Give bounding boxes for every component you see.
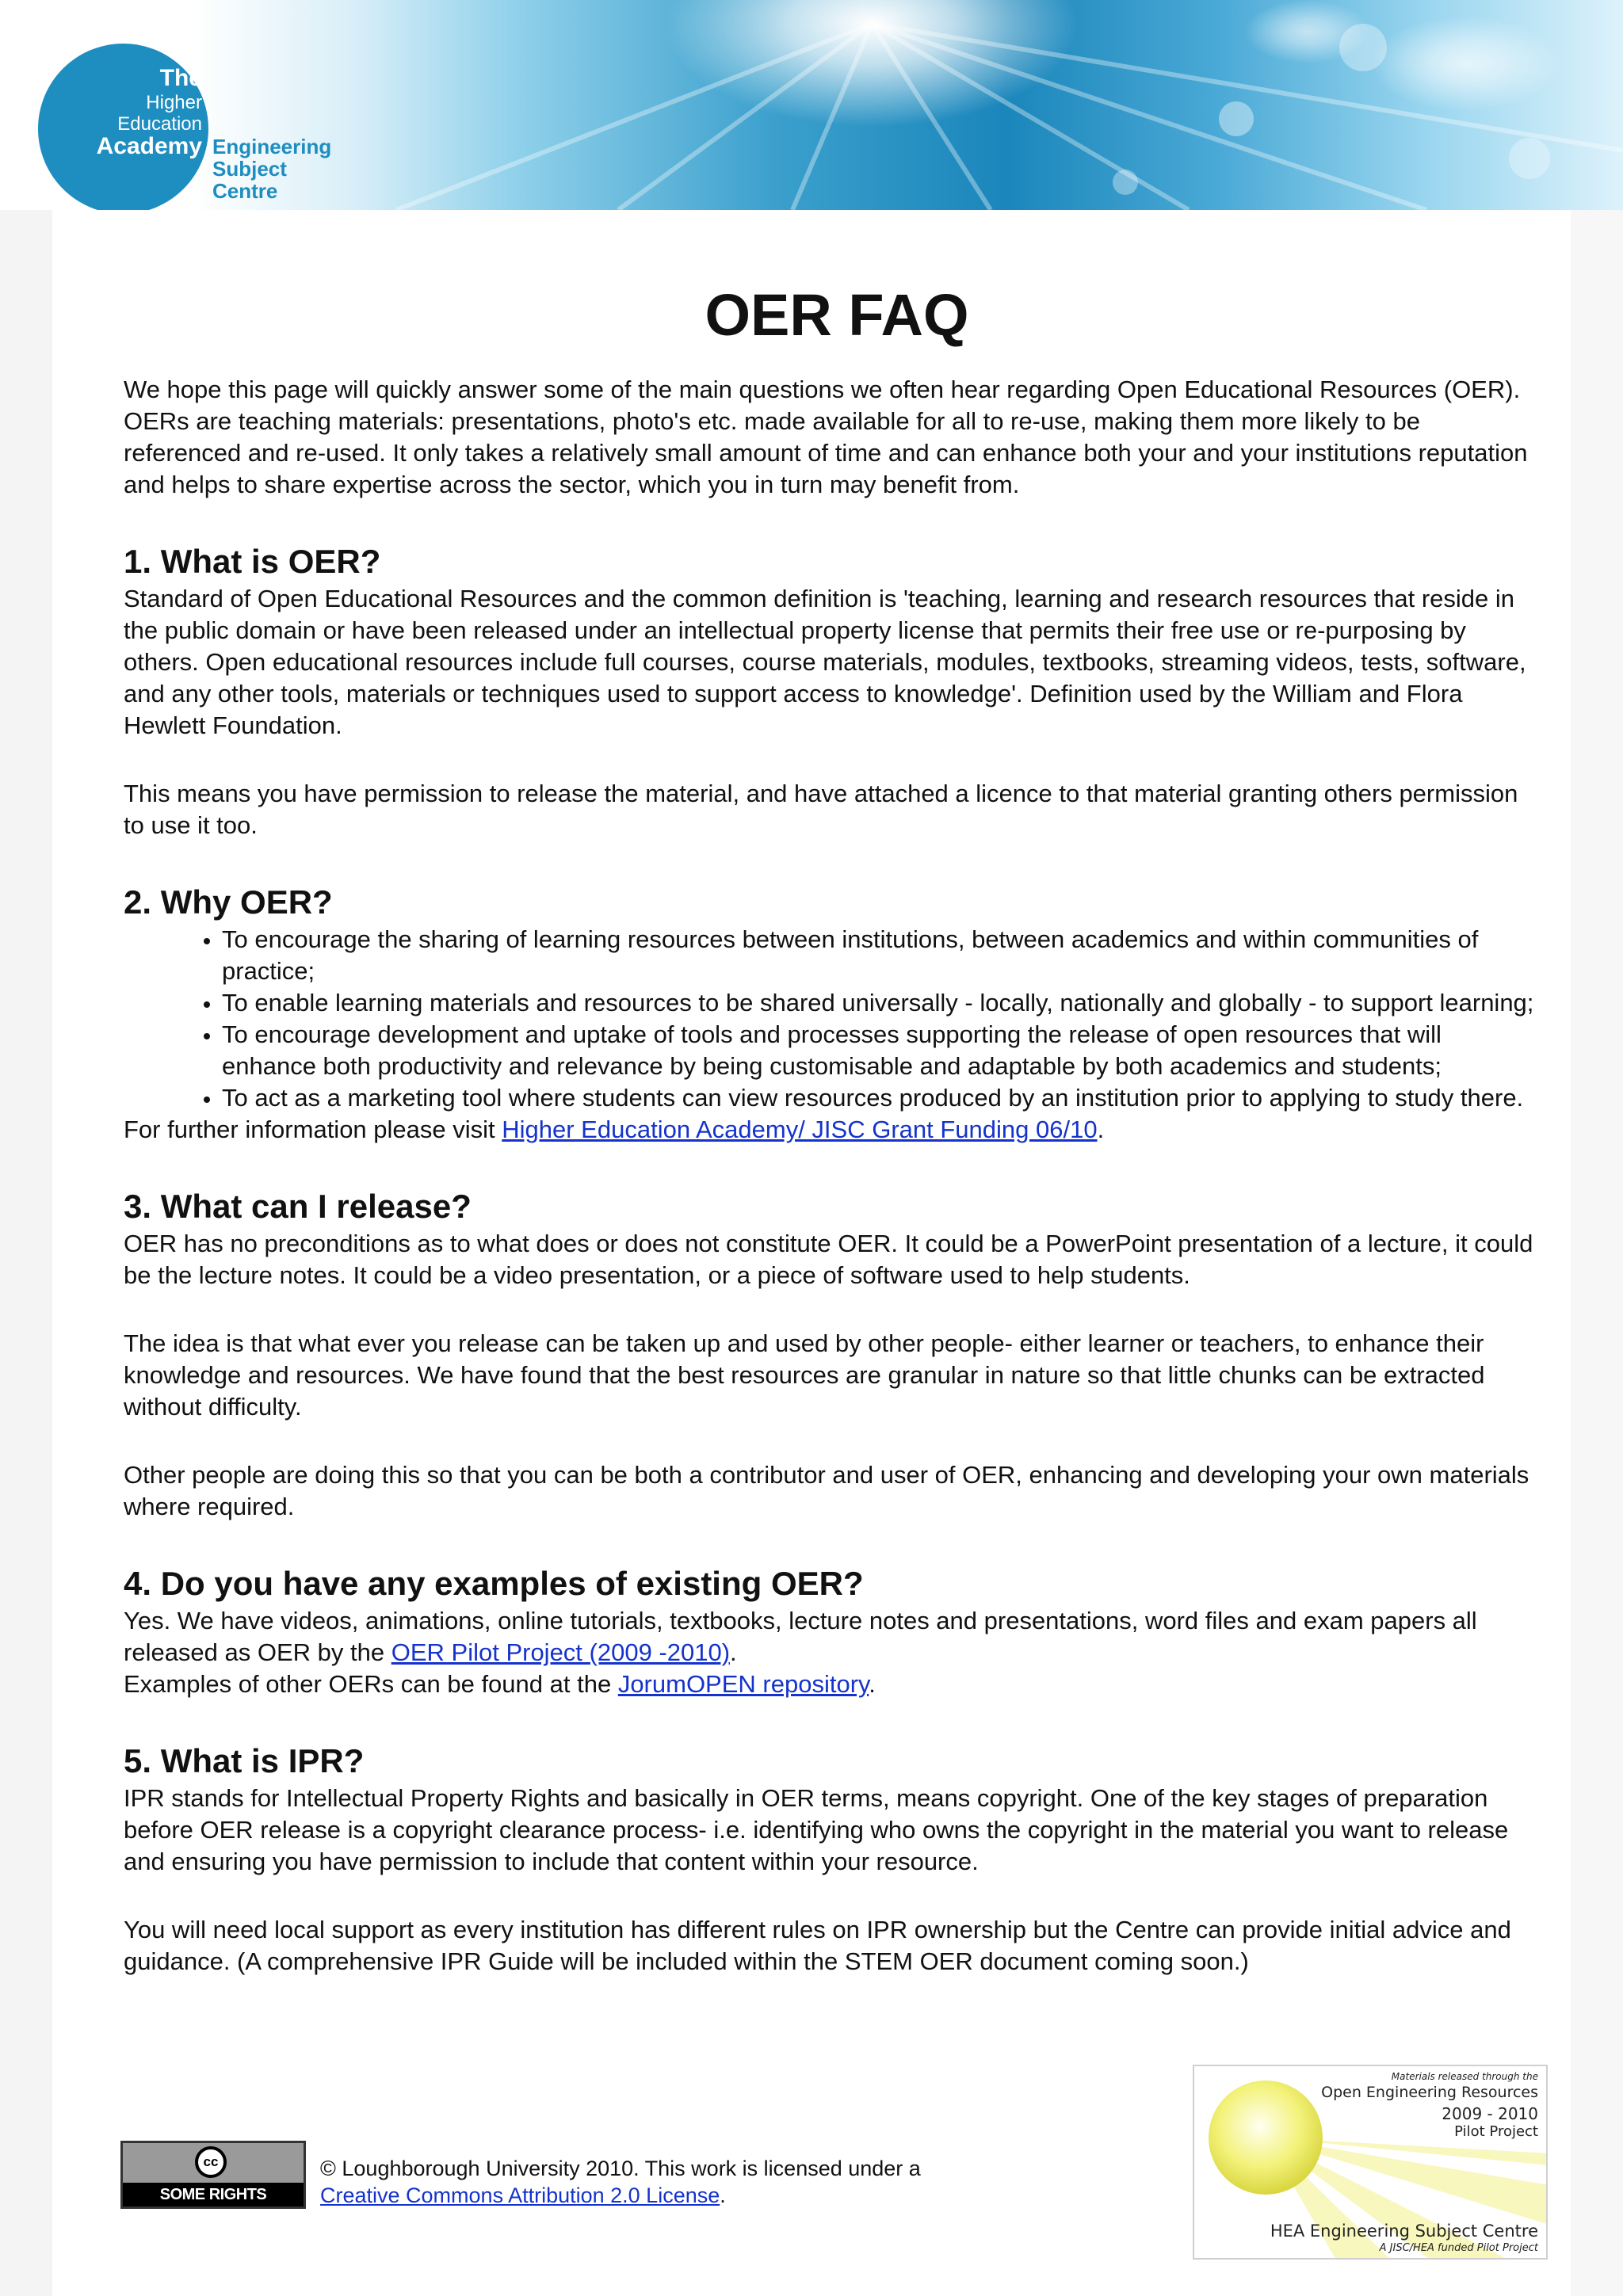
creative-commons-badge[interactable]	[120, 2141, 306, 2227]
cc-badge-text: SOME RIGHTS RESERVED	[123, 2183, 304, 2206]
jorumopen-repository-link[interactable]: JorumOPEN repository	[617, 1670, 869, 1698]
document-body	[124, 277, 1534, 1978]
further-info-prefix: For further information please visit	[124, 1116, 502, 1143]
oer-pilot-project-link[interactable]: OER Pilot Project (2009 -2010)	[391, 1638, 731, 1666]
section-3-paragraph-3: Other people are doing this so that you can be both a contributor and user of OER, enhancing and developing your own materials where required.	[124, 1461, 1529, 1520]
logo-subject-subject: Subject	[212, 157, 287, 181]
section-1-heading: 1. What is OER?	[124, 543, 381, 580]
logo-line-higher: Higher	[146, 92, 202, 113]
page-margin-right	[1571, 0, 1623, 2296]
logo-line-education: Education	[117, 113, 202, 135]
section-5-paragraph-1: IPR stands for Intellectual Property Rights and basically in OER terms, means copyright. One of the key stages of preparation before OER release is a copyright clearance process- i.e. identifying who owns the copyright in the material you want to release and ensuring you have permission to include that content within your resource.	[124, 1784, 1509, 1875]
list-item: • To act as a marketing tool where students can view resources produced by an institution prior to applying to study there.	[222, 1082, 1534, 1114]
section-4-heading: 4. Do you have any examples of existing OER?	[124, 1565, 864, 1602]
intro-paragraph: We hope this page will quickly answer some of the main questions we often hear regarding Open Educational Resources (OER). OERs are teaching materials: presentations, photo's etc. made available for all to re-use, making them more likely to be referenced and re-used. It only takes a relatively small amount of time and can enhance both your and your institutions reputation and helps to share expertise across the sector, which you in turn may benefit from.	[124, 376, 1528, 498]
section-2-heading: 2. Why OER?	[124, 883, 333, 921]
list-item: • To enable learning materials and resources to be shared universally - locally, nationally and globally - to support learning;	[222, 987, 1534, 1019]
pilot-name: Open Engineering Resources	[1321, 2084, 1538, 2101]
section-5-paragraph-2: You will need local support as every institution has different rules on IPR ownership but the Centre can provide initial advice and guidance. (A comprehensive IPR Guide will be included within the STEM OER document coming soon.)	[124, 1916, 1511, 1975]
list-item: • To encourage development and uptake of tools and processes supporting the release of open resources that will enhance both productivity and relevance by being customisable and adaptable by both academics and students;	[222, 1019, 1534, 1082]
cc-license-suffix: .	[720, 2183, 726, 2207]
logo-subject-engineering: Engineering	[212, 135, 332, 158]
section-1-paragraph-2: This means you have permission to release the material, and have attached a licence to that material granting others permission to use it too.	[124, 780, 1518, 839]
section-2-bullet-list	[124, 924, 1534, 1114]
section-4-paragraph-1	[124, 1605, 1534, 1700]
cc-icon: cc	[195, 2146, 227, 2178]
examples-prefix: Yes. We have videos, animations, online tutorials, textbooks, lecture notes and presentations, word files and exam papers all released as OER by the	[124, 1607, 1477, 1666]
copyright-line: © Loughborough University 2010. This work is licensed under a	[320, 2157, 921, 2180]
other-oers-prefix: Examples of other OERs can be found at the	[124, 1670, 618, 1698]
section-3-heading: 3. What can I release?	[124, 1188, 472, 1225]
further-info-suffix: .	[1097, 1116, 1105, 1143]
section-3-paragraph-1: OER has no preconditions as to what does or does not constitute OER. It could be a PowerPoint presentation of a lecture, it could be the lecture notes. It could be a video presentation, or a piece of software used to help students.	[124, 1230, 1533, 1289]
cc-badge-top	[123, 2143, 304, 2183]
section-5-heading: 5. What is IPR?	[124, 1742, 365, 1779]
section-1-paragraph-1: Standard of Open Educational Resources and the common definition is 'teaching, learning and research resources that reside in the public domain or have been released under an intellectual property license that permits their free use or re-purposing by others. Open educational resources include full courses, course materials, modules, textbooks, streaming videos, tests, software, and any other tools, materials or techniques used to support access to knowledge'. Definition used by the William and Flora Hewlett Foundation.	[124, 585, 1526, 739]
pilot-project-badge	[1193, 2065, 1548, 2260]
pilot-years: 2009 - 2010	[1442, 2104, 1538, 2123]
cc-license-link[interactable]: Creative Commons Attribution 2.0 License	[320, 2183, 720, 2207]
pilot-label: Pilot Project	[1454, 2123, 1538, 2140]
page-title: OER FAQ	[705, 282, 969, 348]
pilot-small-text: Materials released through the	[1391, 2071, 1538, 2082]
pilot-funded: A JISC/HEA funded Pilot Project	[1379, 2242, 1538, 2254]
other-oers-suffix: .	[869, 1670, 876, 1698]
logo-subject-centre: Centre	[212, 179, 278, 203]
section-2-further-info	[124, 1114, 1534, 1146]
page-margin-left	[0, 0, 52, 2296]
logo-line-academy: Academy	[96, 133, 202, 159]
copyright-notice	[320, 2155, 921, 2209]
grant-funding-link[interactable]: Higher Education Academy/ JISC Grant Funding 06/10	[502, 1116, 1098, 1143]
logo-line-the: The	[159, 65, 202, 91]
list-item: • To encourage the sharing of learning resources between institutions, between academics and within communities of practice;	[222, 924, 1534, 987]
pilot-centre: HEA Engineering Subject Centre	[1270, 2222, 1538, 2241]
examples-suffix: .	[730, 1638, 737, 1666]
section-3-paragraph-2: The idea is that what ever you release can be taken up and used by other people- either learner or teachers, to enhance their knowledge and resources. We have found that the best resources are granular in nature so that little chunks can be extracted without difficulty.	[124, 1329, 1485, 1421]
